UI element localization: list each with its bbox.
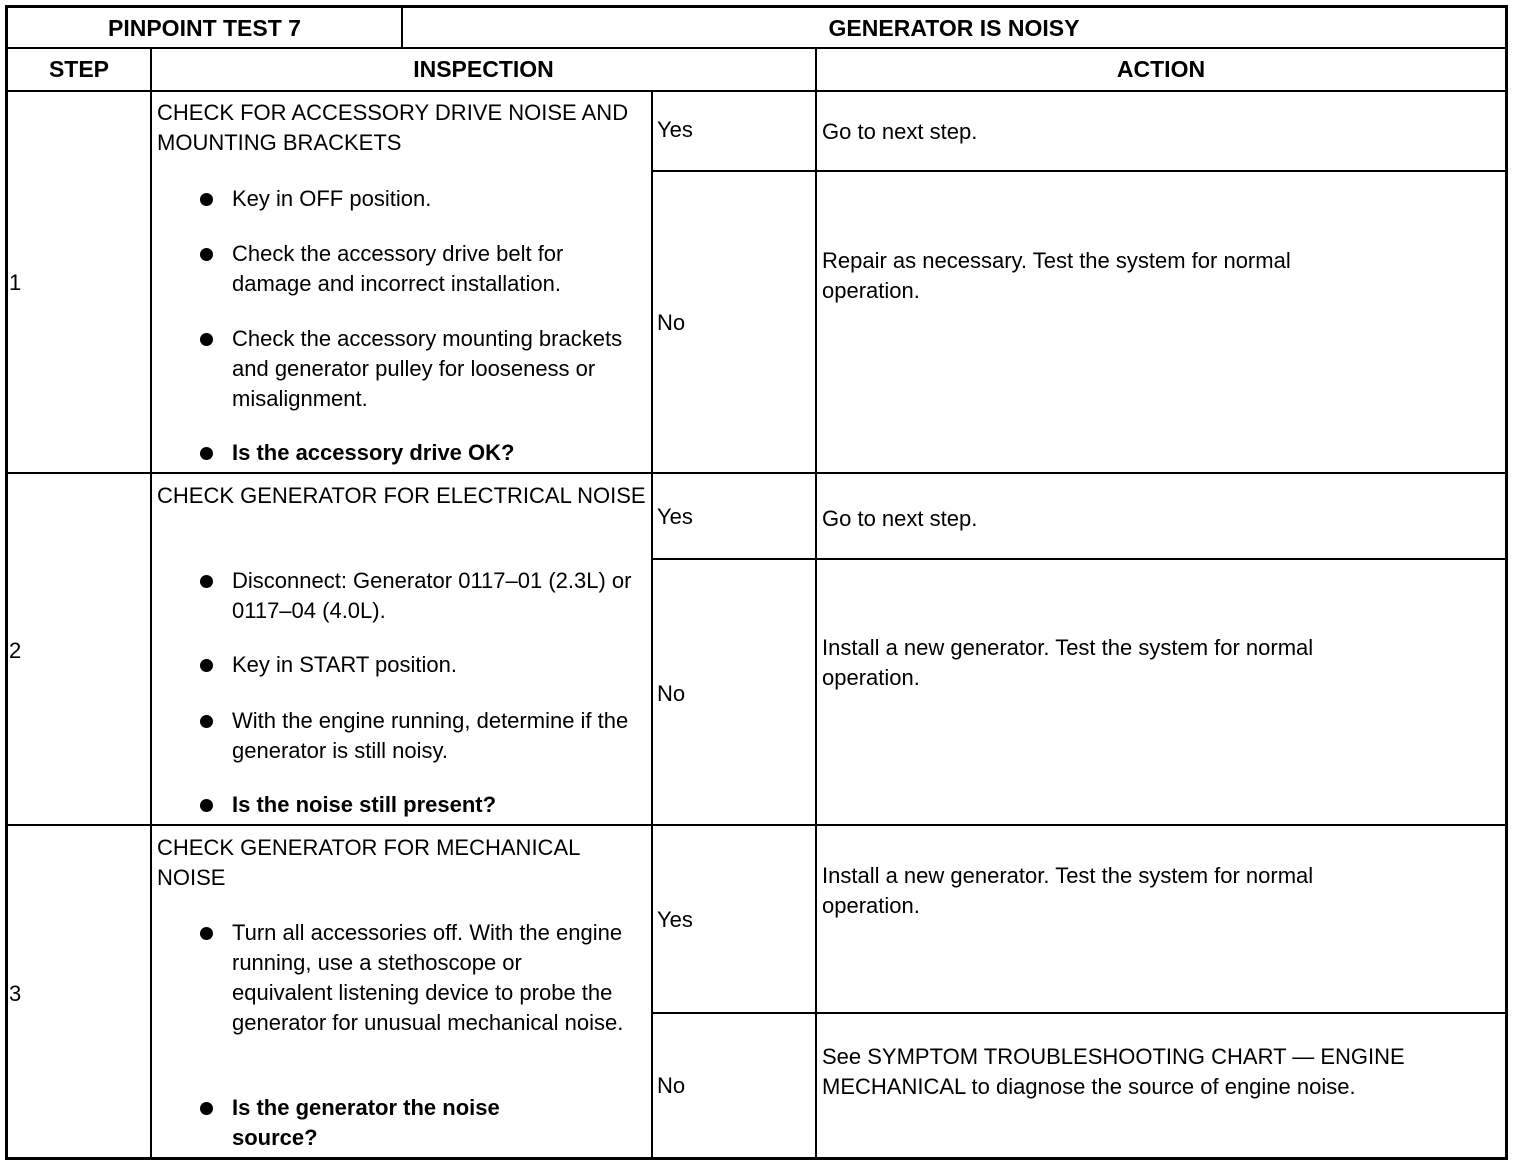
action-no: See SYMPTOM TROUBLESHOOTING CHART — ENGINE MECHANICAL to diagnose the source of engine noise. — [822, 1044, 1405, 1099]
rule — [5, 824, 1508, 826]
rule — [652, 170, 1508, 172]
step-number: 1 — [9, 270, 22, 295]
answer-yes: Yes — [657, 504, 693, 529]
rule — [5, 472, 1508, 474]
answer-no: No — [657, 681, 686, 706]
action-no: Repair as necessary. Test the system for normal operation. — [822, 248, 1291, 303]
inspection-bullet: Check the accessory drive belt for damage and incorrect installation. — [232, 241, 564, 296]
col-header-inspection: INSPECTION — [413, 56, 554, 82]
answer-no: No — [657, 310, 686, 335]
answer-yes: Yes — [657, 907, 693, 932]
answer-yes: Yes — [657, 117, 693, 142]
rule — [652, 558, 1508, 560]
bullet-icon — [200, 333, 213, 346]
action-yes: Install a new generator. Test the system for normal operation. — [822, 863, 1314, 918]
bullet-icon — [200, 799, 213, 812]
bullet-icon — [200, 927, 213, 940]
inspection-question: Is the noise still present? — [232, 792, 497, 817]
bullet-icon — [200, 193, 213, 206]
pinpoint-test-table — [5, 5, 1508, 1160]
bullet-icon — [200, 575, 213, 588]
bullet-icon — [200, 248, 213, 261]
col-header-action: ACTION — [1116, 56, 1206, 82]
bullet-icon — [200, 715, 213, 728]
inspection-bullet: Key in START position. — [232, 652, 457, 677]
inspection-bullet: Disconnect: Generator 0117–01 (2.3L) or 0117–04 (4.0L). — [232, 568, 632, 623]
inspection-bullet: Key in OFF position. — [232, 186, 432, 211]
step-title: CHECK GENERATOR FOR MECHANICAL NOISE — [157, 835, 580, 890]
bullet-icon — [200, 1102, 213, 1115]
rule — [5, 90, 1508, 92]
bullet-icon — [200, 659, 213, 672]
inspection-question: Is the generator the noise source? — [232, 1095, 500, 1150]
col-header-step: STEP — [48, 56, 110, 82]
action-yes: Go to next step. — [822, 506, 978, 531]
step-number: 2 — [9, 638, 22, 663]
rule — [652, 1012, 1508, 1014]
step-number: 3 — [9, 981, 22, 1006]
inspection-bullet: Check the accessory mounting brackets and generator pulley for looseness or misalignment. — [232, 326, 623, 411]
inspection-question: Is the accessory drive OK? — [232, 440, 515, 465]
rule — [150, 48, 152, 1158]
step-title: CHECK GENERATOR FOR ELECTRICAL NOISE — [157, 483, 646, 508]
inspection-bullet: With the engine running, determine if the generator is still noisy. — [232, 708, 629, 763]
action-no: Install a new generator. Test the system for normal operation. — [822, 635, 1314, 690]
rule — [651, 91, 653, 1158]
test-subject: GENERATOR IS NOISY — [828, 14, 1080, 41]
rule — [815, 48, 817, 1158]
inspection-bullet: Turn all accessories off. With the engine running, use a stethoscope or equivalent listening device to probe the generator for unusual mechanical noise. — [232, 920, 624, 1035]
test-title: PINPOINT TEST 7 — [108, 14, 301, 41]
bullet-icon — [200, 447, 213, 460]
step-title: CHECK FOR ACCESSORY DRIVE NOISE AND MOUNTING BRACKETS — [157, 100, 629, 155]
action-yes: Go to next step. — [822, 119, 978, 144]
answer-no: No — [657, 1073, 686, 1098]
